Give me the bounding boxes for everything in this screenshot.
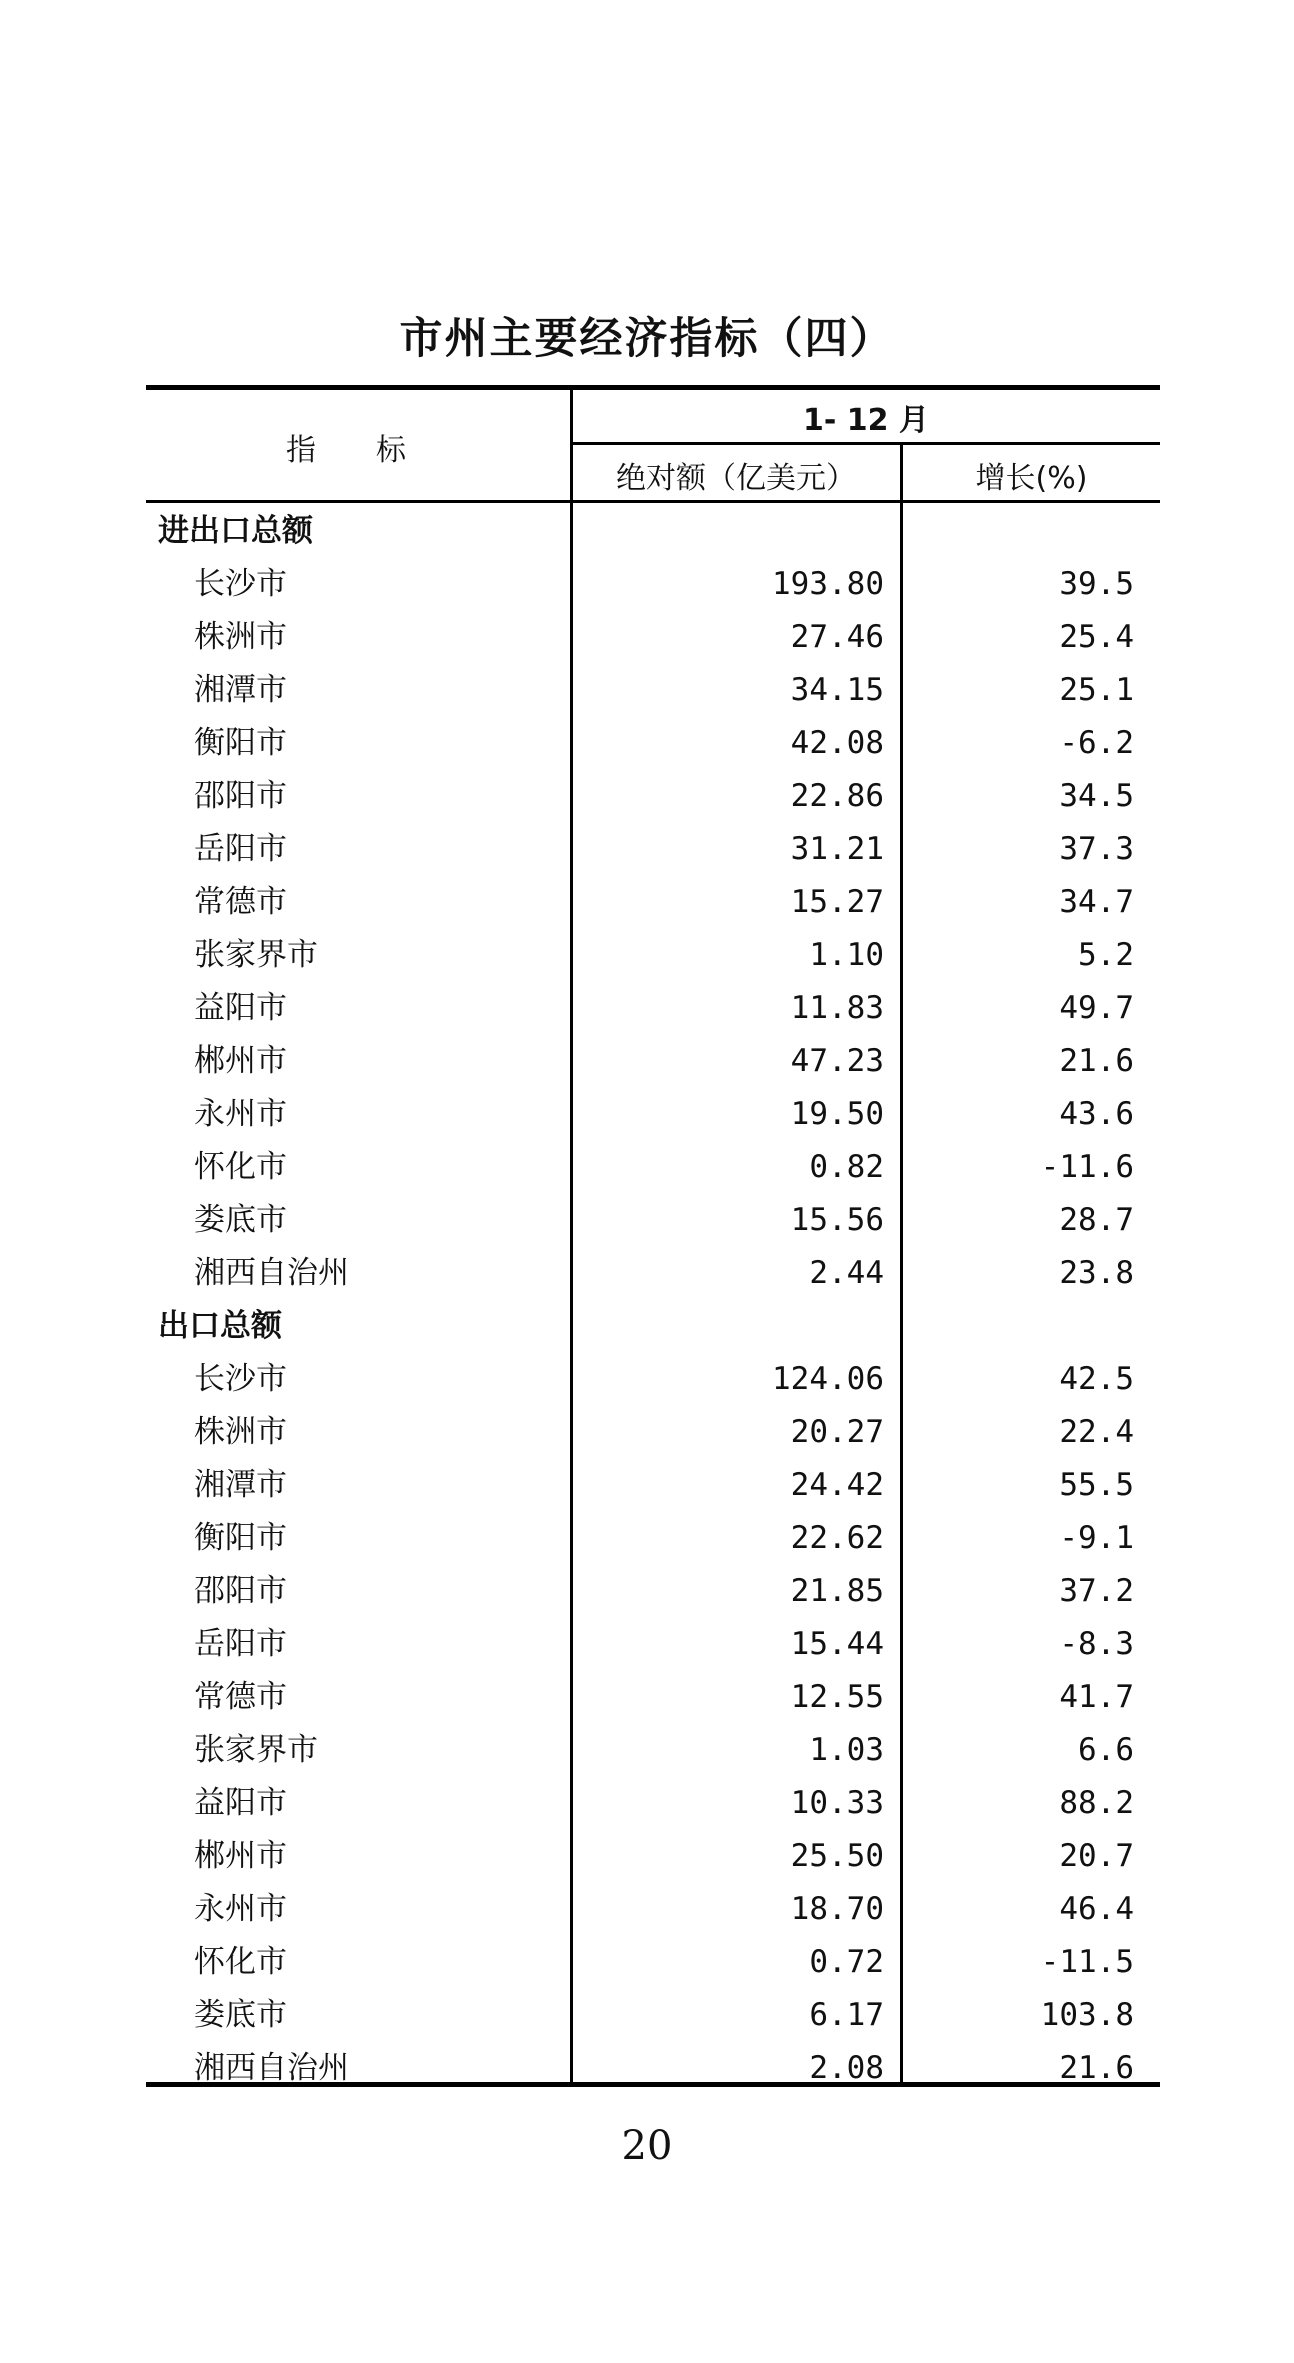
table-row <box>146 2042 1160 2095</box>
table-row <box>146 1724 1160 1777</box>
growth-cell: 21.6 <box>1059 1043 1134 1079</box>
table-row <box>146 770 1160 823</box>
growth-cell: 6.6 <box>1078 1732 1134 1768</box>
growth-cell: -8.3 <box>1059 1626 1134 1662</box>
growth-cell: 41.7 <box>1059 1679 1134 1715</box>
amount-cell: 47.23 <box>790 1043 884 1079</box>
growth-cell: 23.8 <box>1059 1255 1134 1291</box>
city-name: 永州市 <box>194 1096 287 1132</box>
table-row <box>146 1088 1160 1141</box>
city-name: 长沙市 <box>194 566 287 602</box>
table-row <box>146 823 1160 876</box>
table-row <box>146 1671 1160 1724</box>
city-name: 邵阳市 <box>194 778 287 814</box>
city-name: 常德市 <box>194 884 287 920</box>
growth-cell: -11.6 <box>1040 1149 1134 1185</box>
city-name: 益阳市 <box>194 990 287 1026</box>
growth-cell: 103.8 <box>1040 1997 1134 2033</box>
growth-cell: 34.7 <box>1059 884 1134 920</box>
growth-cell: 42.5 <box>1059 1361 1134 1397</box>
amount-cell: 15.27 <box>790 884 884 920</box>
amount-cell: 0.82 <box>809 1149 884 1185</box>
amount-cell: 12.55 <box>790 1679 884 1715</box>
growth-cell: -11.5 <box>1040 1944 1134 1980</box>
amount-cell: 21.85 <box>790 1573 884 1609</box>
city-name: 湘潭市 <box>194 672 287 708</box>
period-underline <box>570 442 1160 445</box>
header-bottom-rule <box>146 500 1160 503</box>
table-row <box>146 982 1160 1035</box>
growth-cell: -9.1 <box>1059 1520 1134 1556</box>
amount-cell: 15.44 <box>790 1626 884 1662</box>
amount-cell: 22.62 <box>790 1520 884 1556</box>
table-row <box>146 1777 1160 1830</box>
city-name: 岳阳市 <box>194 831 287 867</box>
amount-cell: 42.08 <box>790 725 884 761</box>
header-growth: 增长(%) <box>975 461 1088 496</box>
city-name: 湘西自治州 <box>194 1255 349 1291</box>
amount-cell: 25.50 <box>790 1838 884 1874</box>
section-label: 出口总额 <box>158 1308 282 1344</box>
growth-cell: -6.2 <box>1059 725 1134 761</box>
amount-cell: 6.17 <box>809 1997 884 2033</box>
amount-cell: 1.10 <box>809 937 884 973</box>
table-row <box>146 664 1160 717</box>
growth-cell: 37.2 <box>1059 1573 1134 1609</box>
growth-cell: 37.3 <box>1059 831 1134 867</box>
page-title: 市州主要经济指标（四） <box>399 314 895 364</box>
amount-cell: 193.80 <box>772 566 884 602</box>
city-name: 株洲市 <box>194 619 287 655</box>
section-header-row <box>146 1300 1160 1353</box>
city-name: 邵阳市 <box>194 1573 287 1609</box>
growth-cell: 39.5 <box>1059 566 1134 602</box>
table-row <box>146 1618 1160 1671</box>
city-name: 株洲市 <box>194 1414 287 1450</box>
city-name: 衡阳市 <box>194 725 287 761</box>
amount-cell: 22.86 <box>790 778 884 814</box>
table-row <box>146 1141 1160 1194</box>
amount-cell: 20.27 <box>790 1414 884 1450</box>
table-row <box>146 1035 1160 1088</box>
amount-cell: 15.56 <box>790 1202 884 1238</box>
city-name: 郴州市 <box>194 1838 287 1874</box>
city-name: 衡阳市 <box>194 1520 287 1556</box>
growth-cell: 22.4 <box>1059 1414 1134 1450</box>
growth-cell: 34.5 <box>1059 778 1134 814</box>
table-row <box>146 1406 1160 1459</box>
amount-cell: 31.21 <box>790 831 884 867</box>
table-top-rule <box>146 385 1160 390</box>
amount-cell: 10.33 <box>790 1785 884 1821</box>
table-row <box>146 611 1160 664</box>
growth-cell: 20.7 <box>1059 1838 1134 1874</box>
table-row <box>146 1830 1160 1883</box>
table-row <box>146 1565 1160 1618</box>
growth-cell: 25.1 <box>1059 672 1134 708</box>
growth-cell: 43.6 <box>1059 1096 1134 1132</box>
city-name: 张家界市 <box>194 937 318 973</box>
growth-cell: 21.6 <box>1059 2050 1134 2086</box>
table-row <box>146 1247 1160 1300</box>
amount-cell: 27.46 <box>790 619 884 655</box>
header-indicator: 指 标 <box>286 433 406 468</box>
table-row <box>146 1512 1160 1565</box>
table-row <box>146 558 1160 611</box>
amount-cell: 24.42 <box>790 1467 884 1503</box>
table-row <box>146 876 1160 929</box>
table-row <box>146 1883 1160 1936</box>
city-name: 常德市 <box>194 1679 287 1715</box>
amount-cell: 18.70 <box>790 1891 884 1927</box>
growth-cell: 49.7 <box>1059 990 1134 1026</box>
amount-cell: 0.72 <box>809 1944 884 1980</box>
amount-cell: 34.15 <box>790 672 884 708</box>
amount-cell: 2.44 <box>809 1255 884 1291</box>
table-row <box>146 1936 1160 1989</box>
amount-cell: 1.03 <box>809 1732 884 1768</box>
city-name: 怀化市 <box>194 1944 287 1980</box>
growth-cell: 88.2 <box>1059 1785 1134 1821</box>
city-name: 娄底市 <box>194 1202 287 1238</box>
city-name: 湘潭市 <box>194 1467 287 1503</box>
growth-cell: 25.4 <box>1059 619 1134 655</box>
page-number: 20 <box>621 2123 673 2169</box>
table-row <box>146 717 1160 770</box>
growth-cell: 5.2 <box>1078 937 1134 973</box>
city-name: 湘西自治州 <box>194 2050 349 2086</box>
section-header-row <box>146 505 1160 558</box>
growth-cell: 28.7 <box>1059 1202 1134 1238</box>
city-name: 张家界市 <box>194 1732 318 1768</box>
table-row <box>146 1459 1160 1512</box>
table-row <box>146 1353 1160 1406</box>
city-name: 长沙市 <box>194 1361 287 1397</box>
growth-cell: 55.5 <box>1059 1467 1134 1503</box>
growth-cell: 46.4 <box>1059 1891 1134 1927</box>
city-name: 永州市 <box>194 1891 287 1927</box>
header-amount: 绝对额（亿美元） <box>616 461 856 496</box>
city-name: 郴州市 <box>194 1043 287 1079</box>
section-label: 进出口总额 <box>158 513 313 549</box>
city-name: 娄底市 <box>194 1997 287 2033</box>
table-row <box>146 1194 1160 1247</box>
city-name: 岳阳市 <box>194 1626 287 1662</box>
amount-cell: 2.08 <box>809 2050 884 2086</box>
amount-cell: 124.06 <box>772 1361 884 1397</box>
header-period: 1- 12 月 <box>803 403 929 438</box>
amount-cell: 11.83 <box>790 990 884 1026</box>
table-row <box>146 929 1160 982</box>
amount-cell: 19.50 <box>790 1096 884 1132</box>
city-name: 怀化市 <box>194 1149 287 1185</box>
city-name: 益阳市 <box>194 1785 287 1821</box>
table-row <box>146 1989 1160 2042</box>
